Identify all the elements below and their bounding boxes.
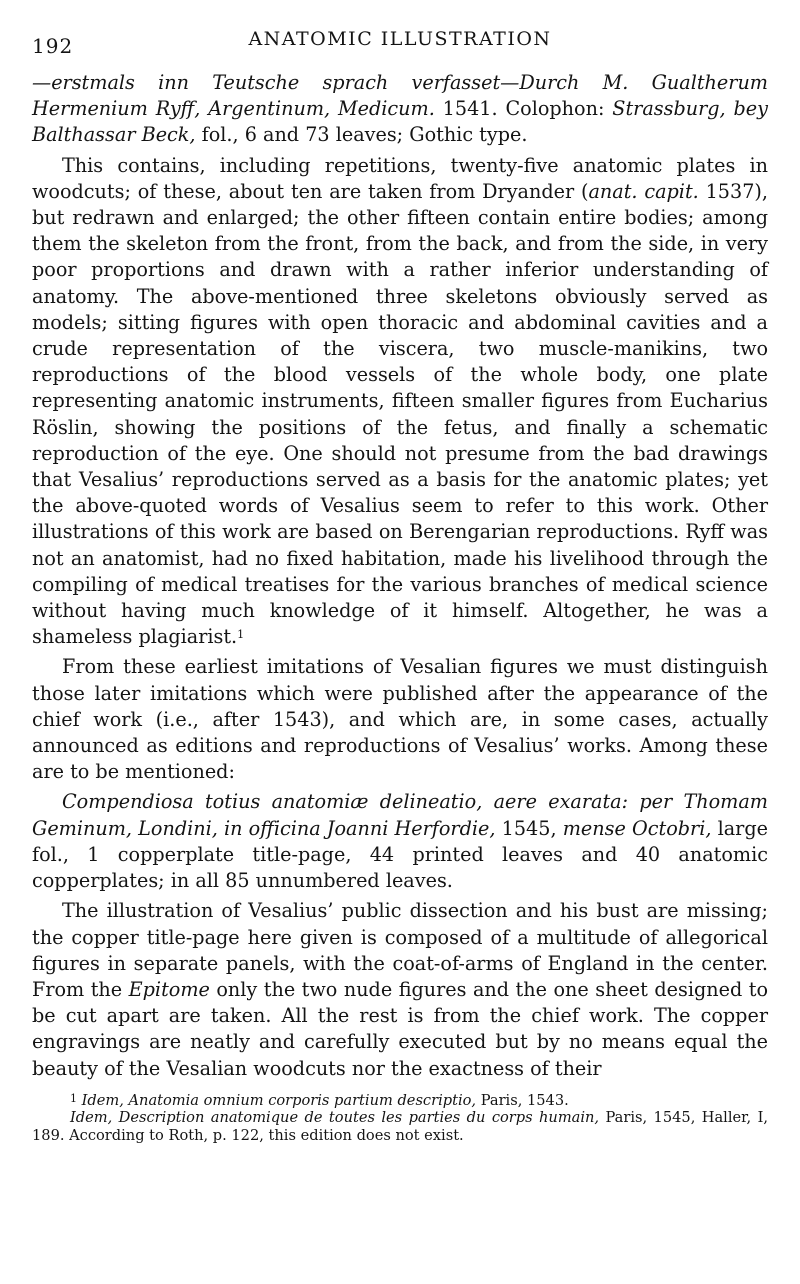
ryff-year: 1541. Colophon: bbox=[434, 97, 613, 121]
epitome-reference: Epitome bbox=[128, 977, 210, 1001]
ryff-description-part-b: 1537), but redrawn and enlarged; the other fifteen contain entire bodies; among them the skeleton from the front, from the back, and from the side, in very poor proportions and drawn with a rather inferior understanding of anatomy. The above-mentioned three skeletons obviously served as models; sitting figures with open thoracic and abdominal cavities and a crude representation of the viscera, two muscle-manikins, two reproductions of the blood vessels of the whole body, one plate representing anatomic instruments, fifteen smaller figures from Eucharius Röslin, showing the positions of the fetus, and finally a schematic reproduction of the eye. One should not presume from the bad drawings that Vesalius’ reproductions served as a basis for the anatomic plates; yet the above-quoted words of Vesalius seem to refer to this work. Other illustrations of this work are based on Berengarian reproductions. Ryff was not an anatomist, had no fixed habitation, made his livelihood through the compiling of medical treatises for the various branches of medical science without having much knowledge of it himself. Altogether, he was a shameless plagiarist. bbox=[32, 179, 769, 649]
paragraph-geminus-description bbox=[32, 898, 768, 1081]
geminus-format: large fol., 1 copperplate title-page, 44 printed leaves and 40 anatomic copperplates; in all 85 unnumbered leaves. bbox=[32, 816, 768, 893]
footnote-mark: 1 bbox=[237, 628, 245, 642]
footnote-2-title: Idem, Description anatomique de toutes les parties du corps humain, bbox=[70, 1109, 600, 1127]
footnote-2 bbox=[32, 1109, 768, 1144]
geminus-year: 1545, bbox=[495, 816, 563, 840]
geminus-description-part-b: only the two nude figures and the one sheet designed to be cut apart are taken. All the rest is from the chief work. The copper engravings are neatly and carefully executed but by no means equal the beauty of the Vesalian woodcuts nor the exactness of their bbox=[32, 977, 768, 1080]
footnote-1 bbox=[32, 1092, 768, 1110]
geminus-month: mense Octobri, bbox=[562, 816, 712, 840]
page-header bbox=[32, 26, 768, 62]
paragraph-later-imitations: From these earliest imitations of Vesalian figures we must distinguish those later imitations which were published after the appearance of the chief work (i.e., after 1543), and which are, in some cases, actually announced as editions and reproductions of Vesalius’ works. Among these are to be mentioned: bbox=[32, 655, 768, 784]
paragraph-ryff-description bbox=[32, 153, 768, 651]
dryander-reference: anat. capit. bbox=[588, 179, 699, 203]
book-page bbox=[32, 26, 768, 1144]
ryff-format: fol., 6 and 73 leaves; Gothic type. bbox=[195, 123, 528, 147]
bibliographic-entry-geminus bbox=[32, 789, 768, 894]
ryff-colophon-place: Strassburg, bey Balthassar Beck, bbox=[32, 97, 768, 147]
footnotes bbox=[32, 1092, 768, 1145]
ryff-title: —erstmals inn Teutsche sprach verfasset—Durch M. Gualtherum Hermenium Ryff, Argentinum, Medicum. bbox=[32, 71, 768, 121]
footnote-1-title: Idem, Anatomia omnium corporis partium descriptio, bbox=[81, 1091, 477, 1109]
geminus-title: Compendiosa totius anatomiæ delineatio, aere exarata: per Thomam Geminum, Londini, in officina Joanni Herfordie, bbox=[32, 790, 768, 840]
footnote-1-rest: Paris, 1543. bbox=[476, 1091, 569, 1109]
bibliographic-entry-ryff bbox=[32, 70, 768, 149]
footnote-2-rest: Paris, 1545, Haller, I, 189. According to Roth, p. 122, this edition does not exist. bbox=[32, 1109, 768, 1144]
page-number: 192 bbox=[32, 34, 74, 58]
geminus-description-part-a: The illustration of Vesalius’ public dissection and his bust are missing; the copper title-page here given is composed of a multitude of allegorical figures in separate panels, with the coat-of-arms of England in the center. From the bbox=[32, 899, 768, 1001]
footnote-1-mark: 1 bbox=[70, 1091, 77, 1105]
ryff-description-part-a: This contains, including repetitions, twenty-five anatomic plates in woodcuts; of these, about ten are taken from Dryander ( bbox=[32, 153, 768, 203]
body-text bbox=[32, 70, 768, 1082]
running-head: ANATOMIC ILLUSTRATION bbox=[248, 28, 552, 50]
